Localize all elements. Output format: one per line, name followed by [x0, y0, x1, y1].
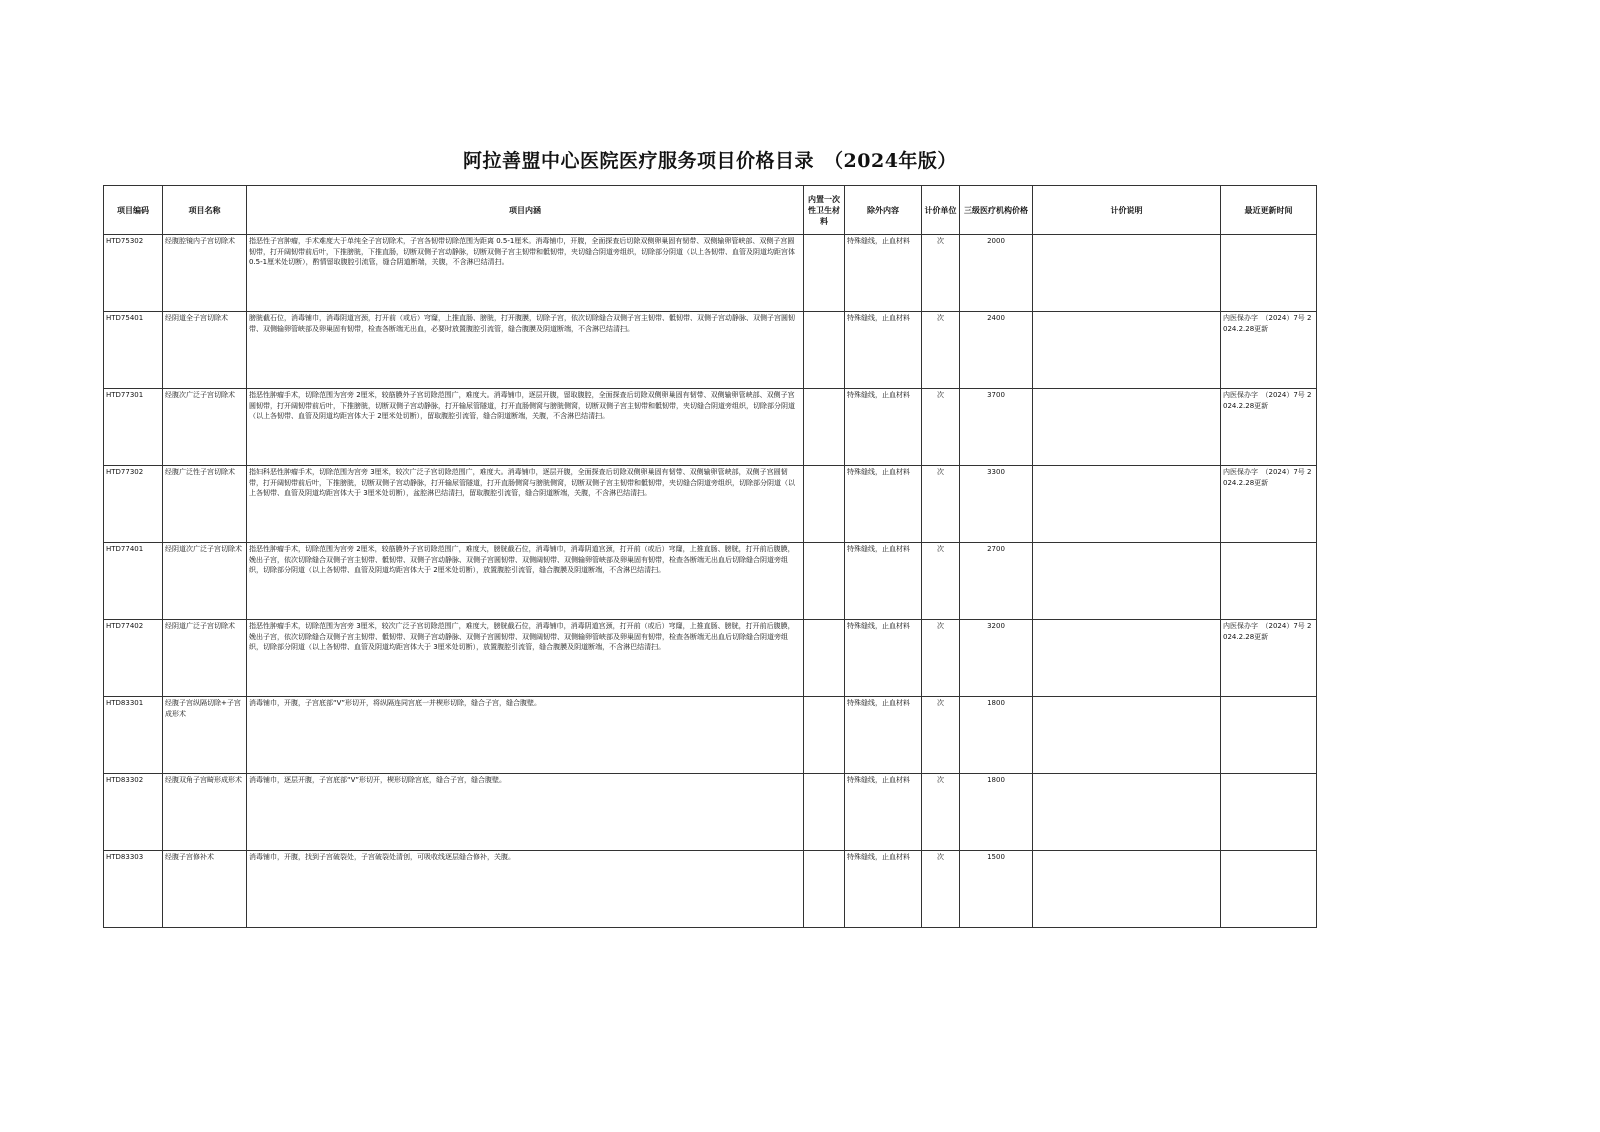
cell-name: 经腹子宫纵隔切除+子宫成形术 — [163, 697, 247, 774]
cell-note — [1033, 851, 1221, 928]
cell-unit: 次 — [922, 389, 960, 466]
cell-unit: 次 — [922, 697, 960, 774]
cell-code: HTD75302 — [104, 235, 163, 312]
price-table — [103, 185, 1317, 928]
cell-material — [804, 543, 845, 620]
cell-note — [1033, 543, 1221, 620]
cell-price: 1500 — [960, 851, 1033, 928]
cell-material — [804, 620, 845, 697]
cell-name: 经阴道次广泛子宫切除术 — [163, 543, 247, 620]
cell-material — [804, 466, 845, 543]
cell-note — [1033, 312, 1221, 389]
cell-excluded: 特殊缝线，止血材料 — [845, 466, 922, 543]
table-row — [104, 235, 1317, 312]
table-row — [104, 620, 1317, 697]
cell-updated: 内医保办字 （2024）7号 2024.2.28更新 — [1221, 620, 1317, 697]
cell-note — [1033, 697, 1221, 774]
cell-content: 指恶性肿瘤手术，切除范围为宫旁 2厘米，较筋膜外子宫切除范围广，难度大，膀胱截石位，消毒铺巾，消毒阴道宫颈，打开前（或后）穹窿，上推直肠、膀胱，打开前后腹膜，娩出子宫，依次切除缝合双侧子宫主韧带、骶韧带、双侧子宫动静脉、双侧子宫圆韧带、双侧阔韧带、双侧输卵管峡部及卵巢固有韧带，检查各断端无出血后切除缝合阴道旁组织，切除部分阴道（以上各韧带、血管及阴道均距宫体大于 2厘米处切断），放置腹腔引流管，缝合腹膜及阴道断端，不含淋巴结清扫。 — [247, 543, 804, 620]
cell-unit: 次 — [922, 620, 960, 697]
cell-name: 经腹腔镜内子宫切除术 — [163, 235, 247, 312]
cell-content: 指恶性肿瘤手术，切除范围为宫旁 3厘米，较次广泛子宫切除范围广，难度大，膀胱截石位，消毒铺巾，消毒阴道宫颈，打开前（或后）穹窿，上推直肠、膀胱，打开前后腹膜，娩出子宫，依次切除缝合双侧子宫主韧带、骶韧带、双侧子宫动静脉、双侧子宫圆韧带、双侧阔韧带、双侧输卵管峡部及卵巢固有韧带，检查各断端无出血后切除缝合阴道旁组织，切除部分阴道（以上各韧带、血管及阴道均距宫体大于 3厘米处切断），放置腹腔引流管，缝合腹膜及阴道断端，不含淋巴结清扫。 — [247, 620, 804, 697]
cell-unit: 次 — [922, 851, 960, 928]
header-unit: 计价单位 — [922, 186, 960, 235]
table-row — [104, 312, 1317, 389]
cell-updated — [1221, 235, 1317, 312]
header-code: 项目编码 — [104, 186, 163, 235]
table-row — [104, 389, 1317, 466]
header-material: 内置一次性卫生材料 — [804, 186, 845, 235]
cell-excluded: 特殊缝线，止血材料 — [845, 312, 922, 389]
table-row — [104, 851, 1317, 928]
cell-price: 3200 — [960, 620, 1033, 697]
cell-unit: 次 — [922, 543, 960, 620]
cell-unit: 次 — [922, 774, 960, 851]
header-name: 项目名称 — [163, 186, 247, 235]
table-row — [104, 774, 1317, 851]
cell-excluded: 特殊缝线，止血材料 — [845, 697, 922, 774]
cell-material — [804, 389, 845, 466]
cell-note — [1033, 774, 1221, 851]
cell-material — [804, 235, 845, 312]
cell-name: 经腹广泛性子宫切除术 — [163, 466, 247, 543]
cell-code: HTD83302 — [104, 774, 163, 851]
cell-content: 指恶性肿瘤手术，切除范围为宫旁 2厘米，较筋膜外子宫切除范围广，难度大。消毒铺巾，逐层开腹，留取腹腔，全面探查后切除双侧卵巢固有韧带、双侧输卵管峡部、双侧子宫圆韧带，打开阔韧带前后叶，下推膀胱，切断双侧子宫动静脉，打开输尿管隧道，打开直肠侧窝与膀胱侧窝，切断双侧子宫主韧带和骶韧带，夹切缝合阴道旁组织，切除部分阴道（以上各韧带、血管及阴道均距宫体大于 2厘米处切断），留取腹腔引流管，缝合阴道断端，关腹，不含淋巴结清扫。 — [247, 389, 804, 466]
cell-note — [1033, 389, 1221, 466]
cell-price: 3300 — [960, 466, 1033, 543]
cell-price: 2000 — [960, 235, 1033, 312]
table-row — [104, 466, 1317, 543]
cell-content: 消毒铺巾，开腹，子宫底部“V”形切开，将纵隔连同宫底一并楔形切除，缝合子宫，缝合腹壁。 — [247, 697, 804, 774]
cell-code: HTD77402 — [104, 620, 163, 697]
cell-name: 经阴道全子宫切除术 — [163, 312, 247, 389]
cell-note — [1033, 620, 1221, 697]
cell-unit: 次 — [922, 235, 960, 312]
cell-price: 2400 — [960, 312, 1033, 389]
cell-name: 经腹子宫修补术 — [163, 851, 247, 928]
cell-code: HTD77301 — [104, 389, 163, 466]
cell-material — [804, 851, 845, 928]
cell-content: 指妇科恶性肿瘤手术，切除范围为宫旁 3厘米，较次广泛子宫切除范围广，难度大。消毒铺巾，逐层开腹，全面探查后切除双侧卵巢固有韧带、双侧输卵管峡部，双侧子宫圆韧带，打开阔韧带前后叶，下推膀胱，切断双侧子宫动静脉，打开输尿管隧道，打开直肠侧窝与膀胱侧窝，切断双侧子宫主韧带和骶韧带，夹切缝合阴道旁组织，切除部分阴道（以上各韧带、血管及阴道均距宫体大于 3厘米处切断），盆腔淋巴结清扫，留取腹腔引流管，缝合阴道断端，关腹，不含淋巴结清扫。 — [247, 466, 804, 543]
header-content: 项目内涵 — [247, 186, 804, 235]
cell-content: 指恶性子宫肿瘤，手术难度大于单纯全子宫切除术，子宫各韧带切除范围为距离 0.5-1厘米。消毒铺巾，开腹，全面探查后切除双侧卵巢固有韧带、双侧输卵管峡部、双侧子宫圆韧带，打开阔韧带前后叶，下推膀胱，下推直肠，切断双侧子宫动静脉，切断双侧子宫主韧带和骶韧带，夹切缝合阴道旁组织，切除部分阴道（以上各韧带、血管及阴道均距宫体 0.5-1厘米处切断），酌情留取腹腔引流管，缝合阴道断端，关腹，不含淋巴结清扫。 — [247, 235, 804, 312]
cell-price: 1800 — [960, 697, 1033, 774]
cell-code: HTD83301 — [104, 697, 163, 774]
header-note: 计价说明 — [1033, 186, 1221, 235]
cell-excluded: 特殊缝线，止血材料 — [845, 774, 922, 851]
cell-material — [804, 774, 845, 851]
cell-material — [804, 312, 845, 389]
cell-updated — [1221, 774, 1317, 851]
cell-price: 2700 — [960, 543, 1033, 620]
table-row — [104, 543, 1317, 620]
cell-updated — [1221, 543, 1317, 620]
cell-excluded: 特殊缝线，止血材料 — [845, 620, 922, 697]
cell-code: HTD77401 — [104, 543, 163, 620]
cell-excluded: 特殊缝线，止血材料 — [845, 543, 922, 620]
header-excluded: 除外内容 — [845, 186, 922, 235]
cell-excluded: 特殊缝线，止血材料 — [845, 235, 922, 312]
cell-price: 1800 — [960, 774, 1033, 851]
cell-unit: 次 — [922, 466, 960, 543]
cell-updated: 内医保办字 （2024）7号 2024.2.28更新 — [1221, 466, 1317, 543]
cell-updated: 内医保办字 （2024）7号 2024.2.28更新 — [1221, 312, 1317, 389]
cell-name: 经腹次广泛子宫切除术 — [163, 389, 247, 466]
cell-name: 经腹双角子宫畸形成形术 — [163, 774, 247, 851]
cell-code: HTD77302 — [104, 466, 163, 543]
cell-material — [804, 697, 845, 774]
page-title: 阿拉善盟中心医院医疗服务项目价格目录 （2024年版） — [463, 150, 957, 172]
header-price: 三级医疗机构价格 — [960, 186, 1033, 235]
cell-updated — [1221, 697, 1317, 774]
cell-excluded: 特殊缝线，止血材料 — [845, 389, 922, 466]
cell-note — [1033, 235, 1221, 312]
cell-content: 膀胱截石位，消毒铺巾，消毒阴道宫颈，打开前（或后）穹窿，上推直肠、膀胱，打开腹膜，切除子宫，依次切除缝合双侧子宫主韧带、骶韧带、双侧子宫动静脉、双侧子宫圆韧带、双侧输卵管峡部及卵巢固有韧带，检查各断端无出血，必要时放置腹腔引流管，缝合腹膜及阴道断端，不含淋巴结清扫。 — [247, 312, 804, 389]
table-row — [104, 697, 1317, 774]
header-row — [104, 186, 1317, 235]
cell-content: 消毒铺巾，逐层开腹，子宫底部“V”形切开，楔形切除宫底，缝合子宫，缝合腹壁。 — [247, 774, 804, 851]
cell-price: 3700 — [960, 389, 1033, 466]
cell-note — [1033, 466, 1221, 543]
cell-code: HTD75401 — [104, 312, 163, 389]
cell-updated: 内医保办字 （2024）7号 2024.2.28更新 — [1221, 389, 1317, 466]
cell-content: 消毒铺巾，开腹，找到子宫破裂处，子宫破裂处清创，可吸收线逐层缝合修补，关腹。 — [247, 851, 804, 928]
cell-code: HTD83303 — [104, 851, 163, 928]
header-updated: 最近更新时间 — [1221, 186, 1317, 235]
cell-unit: 次 — [922, 312, 960, 389]
cell-name: 经阴道广泛子宫切除术 — [163, 620, 247, 697]
cell-updated — [1221, 851, 1317, 928]
cell-excluded: 特殊缝线，止血材料 — [845, 851, 922, 928]
